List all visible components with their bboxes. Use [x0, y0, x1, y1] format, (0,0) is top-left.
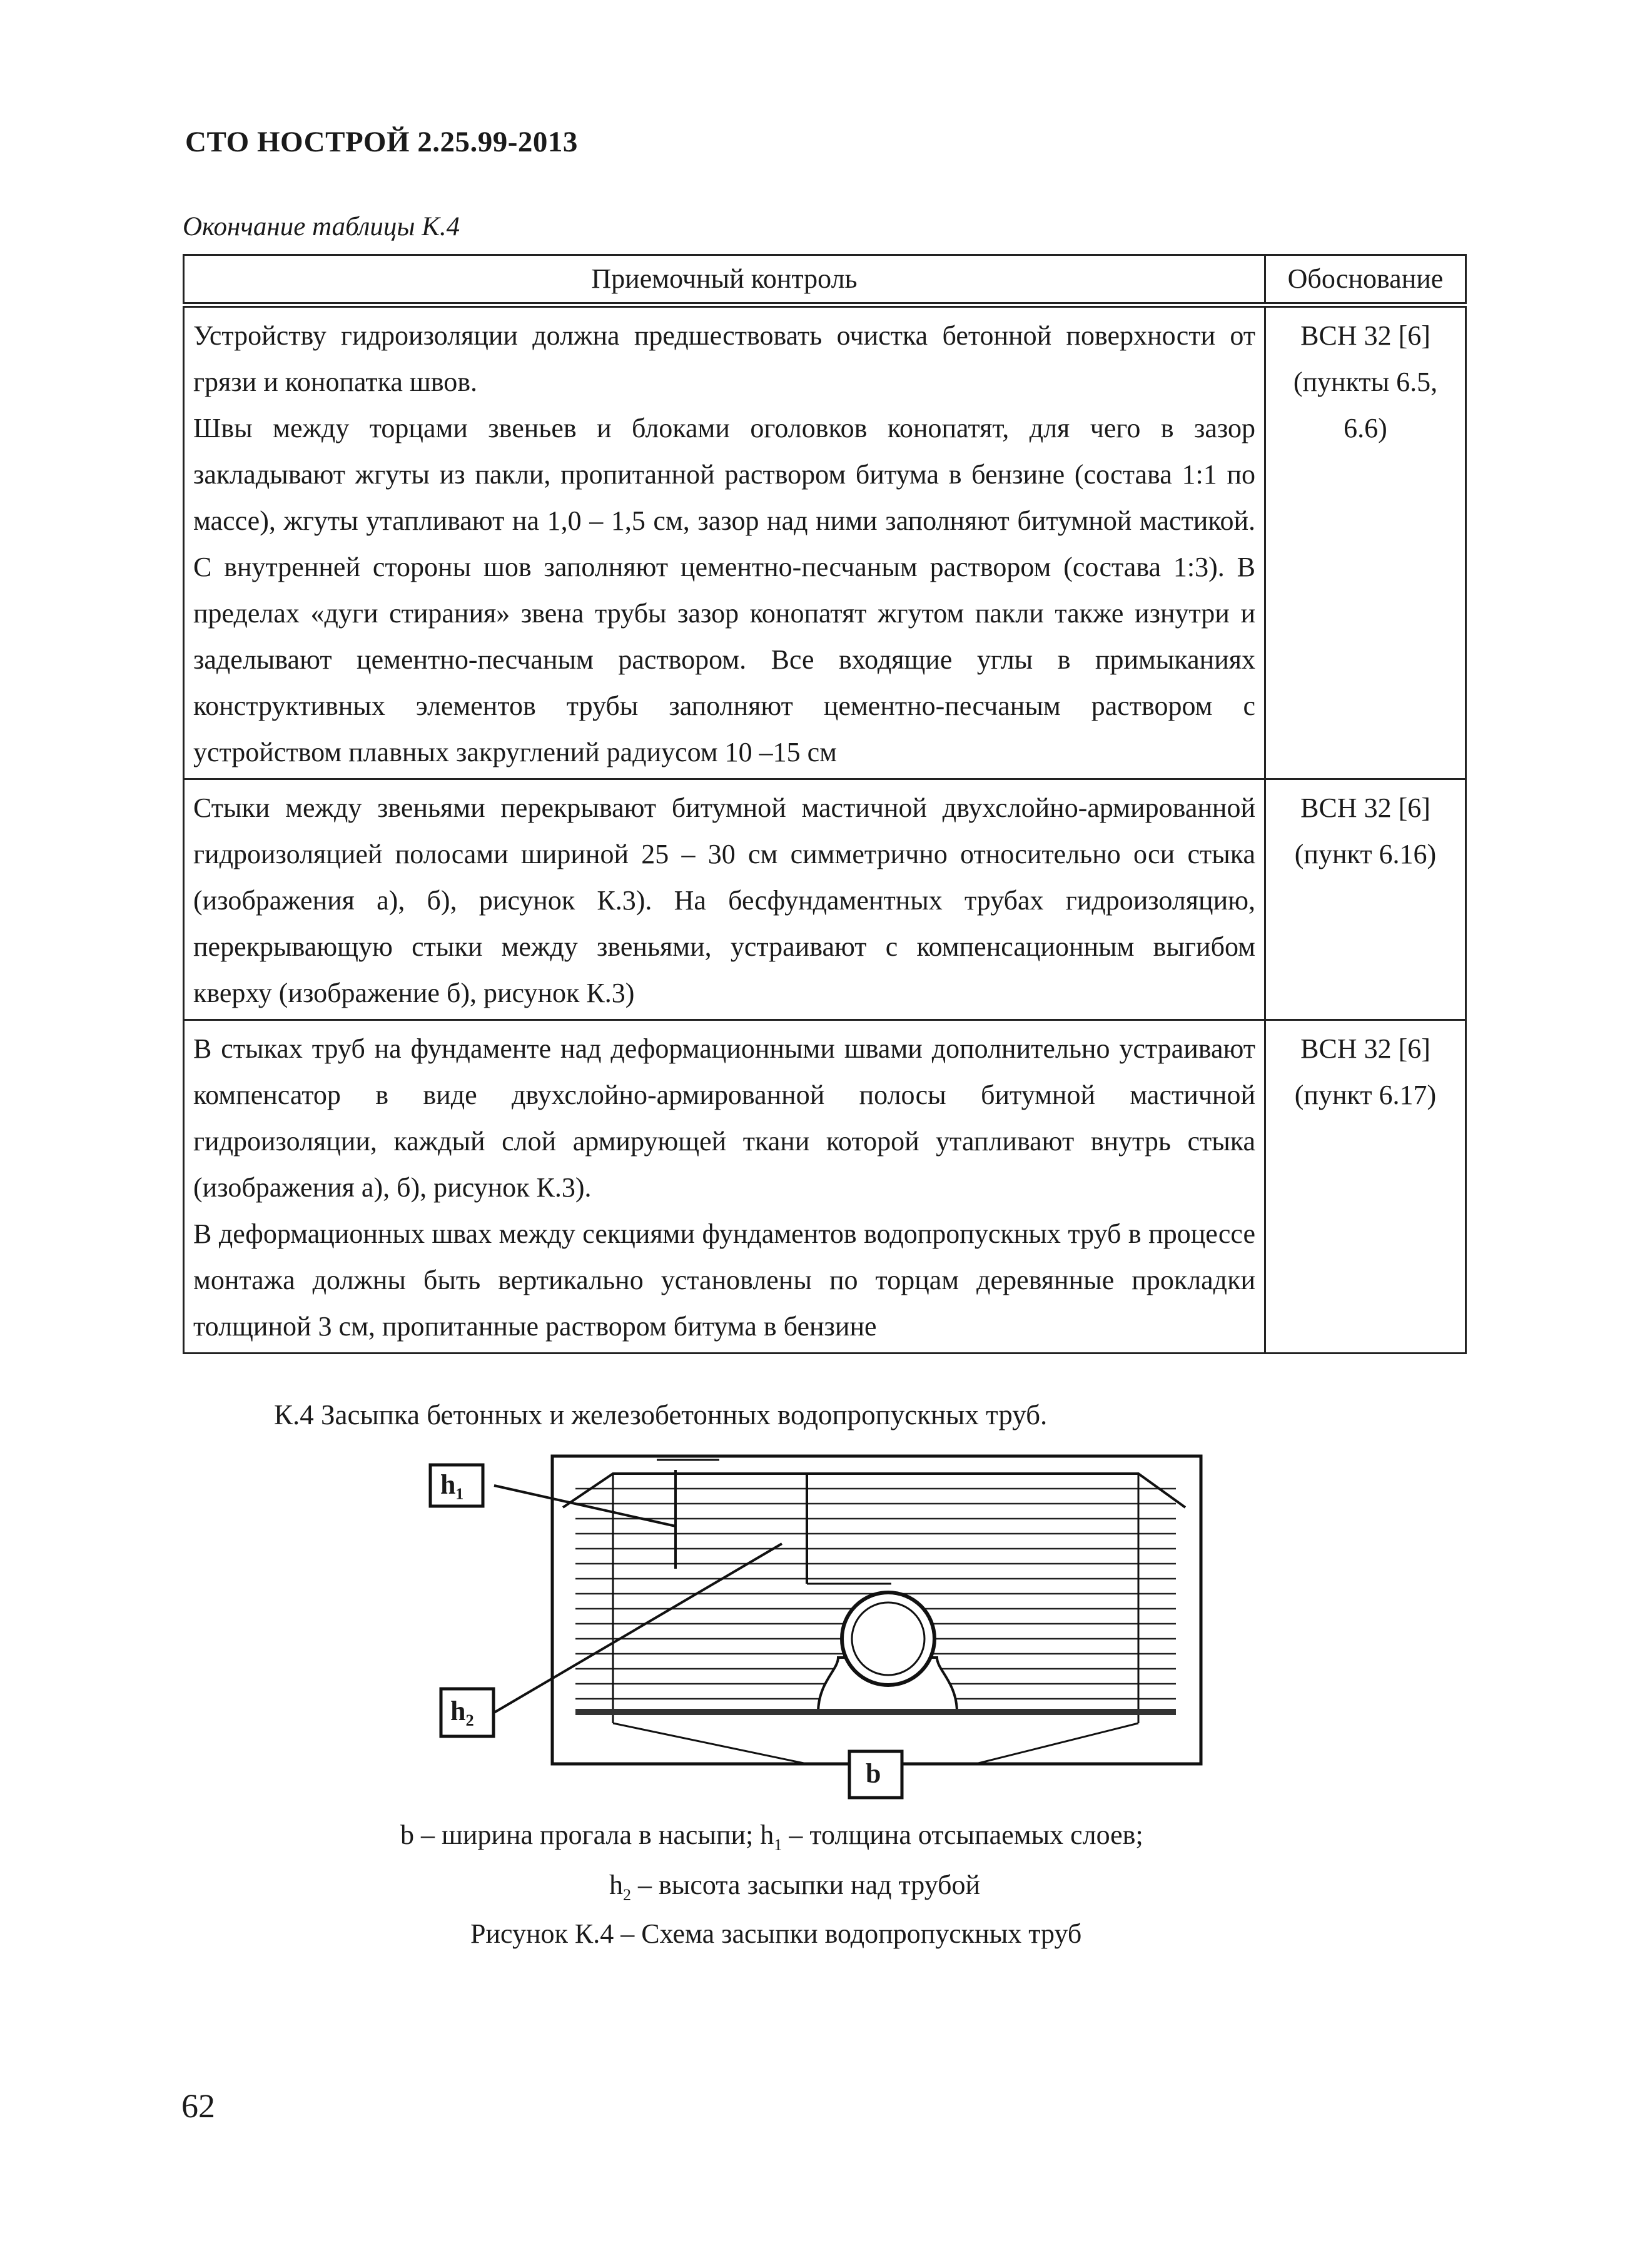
figure-legend-line-2: [609, 1869, 980, 1905]
pipe-inner: [852, 1602, 924, 1675]
control-paragraph: В стыках труб на фундаменте над деформационными швами дополнительно устраивают компенсатор в виде двухслойно-армированной полосы битумной мастичной гидроизоляции, каждый слой армирующей ткани которой утапливают внутрь стыка (изображения а), б), рисунок К.3).: [193, 1033, 1255, 1203]
h2-leader: [494, 1544, 782, 1713]
document-code-header: СТО НОСТРОЙ 2.25.99-2013: [185, 126, 578, 158]
basis-line: (пункт 6.17): [1294, 1080, 1437, 1110]
basis-line: (пункт 6.16): [1294, 839, 1437, 869]
control-cell: [184, 1020, 1265, 1354]
basis-line: (пункты 6.5,: [1293, 367, 1438, 397]
table-caption: Окончание таблицы К.4: [183, 212, 460, 241]
acceptance-control-table: [183, 254, 1467, 1354]
legend-text: – высота засыпки над трубой: [631, 1870, 981, 1900]
control-paragraph: Швы между торцами звеньев и блоками оголовков конопатят, для чего в зазор закладывают жгуты из пакли, пропитанной раствором битума в бензине (состава 1:1 по массе), жгуты утапливают на 1,0 – 1,5 см, зазор над ними заполняют битумной мастикой. С внутренней стороны шов заполняют цементно-песчаным раствором (состава 1:3). В пределах «дуги стирания» звена трубы зазор конопатят жгутом пакли также изнутри и заделывают цементно-песчаным раствором. Все входящие углы в примыканиях конструктивных элементов трубы заполняют цементно-песчаным раствором с устройством плавных закруглений радиусом 10 –15 см: [193, 413, 1255, 767]
control-cell: [184, 305, 1265, 779]
table-row: [184, 779, 1466, 1020]
basis-line: ВСН 32 [6]: [1300, 792, 1430, 823]
h1-label: h₁: [440, 1469, 464, 1500]
legend-text: b – ширина прогала в насыпи; h: [400, 1820, 774, 1850]
figure-legend-line-1: [400, 1819, 1143, 1855]
basis-cell: [1265, 779, 1466, 1020]
page-number: 62: [181, 2087, 215, 2125]
control-cell: [184, 779, 1265, 1020]
column-header-basis: Обоснование: [1265, 255, 1466, 305]
embankment-top: [563, 1474, 1185, 1507]
control-paragraph: Устройству гидроизоляции должна предшествовать очистка бетонной поверхности от грязи и конопатка швов.: [193, 320, 1255, 397]
table-row: [184, 1020, 1466, 1354]
figure-backfill-scheme: [425, 1439, 1226, 1801]
legend-subscript: 1: [774, 1835, 782, 1854]
h2-label: h₂: [450, 1696, 474, 1726]
control-paragraph: Стыки между звеньями перекрывают битумной мастичной двухслойно-армированной гидроизоляцией полосами шириной 25 – 30 см симметрично относительно оси стыка (изображения а), б), рисунок К.3). На бесфундаментных трубах гидроизоляцию, перекрывающую стыки между звеньями, устраивают с компенсационным выгибом кверху (изображение б), рисунок К.3): [193, 792, 1255, 1008]
table-header-row: [184, 255, 1466, 305]
basis-cell: [1265, 1020, 1466, 1354]
section-heading: К.4 Засыпка бетонных и железобетонных водопропускных труб.: [274, 1399, 1048, 1430]
column-header-control: Приемочный контроль: [184, 255, 1265, 305]
basis-line: 6.6): [1344, 413, 1387, 443]
legend-text: h: [609, 1870, 623, 1900]
basis-line: ВСН 32 [6]: [1300, 1033, 1430, 1064]
base-ground-hatch: [575, 1709, 1176, 1715]
legend-subscript: 2: [623, 1885, 631, 1904]
basis-cell: [1265, 305, 1466, 779]
table-row: [184, 305, 1466, 779]
basis-line: ВСН 32 [6]: [1300, 320, 1430, 351]
b-label: b: [866, 1758, 881, 1789]
legend-text: – толщина отсыпаемых слоев;: [782, 1820, 1143, 1850]
control-paragraph: В деформационных швах между секциями фундаментов водопропускных труб в процессе монтажа должны быть вертикально установлены по торцам деревянные прокладки толщиной 3 см, пропитанные раствором битума в бензине: [193, 1218, 1255, 1342]
backfill-diagram: [425, 1439, 1226, 1801]
figure-caption: Рисунок К.4 – Схема засыпки водопропускных труб: [470, 1918, 1082, 1949]
